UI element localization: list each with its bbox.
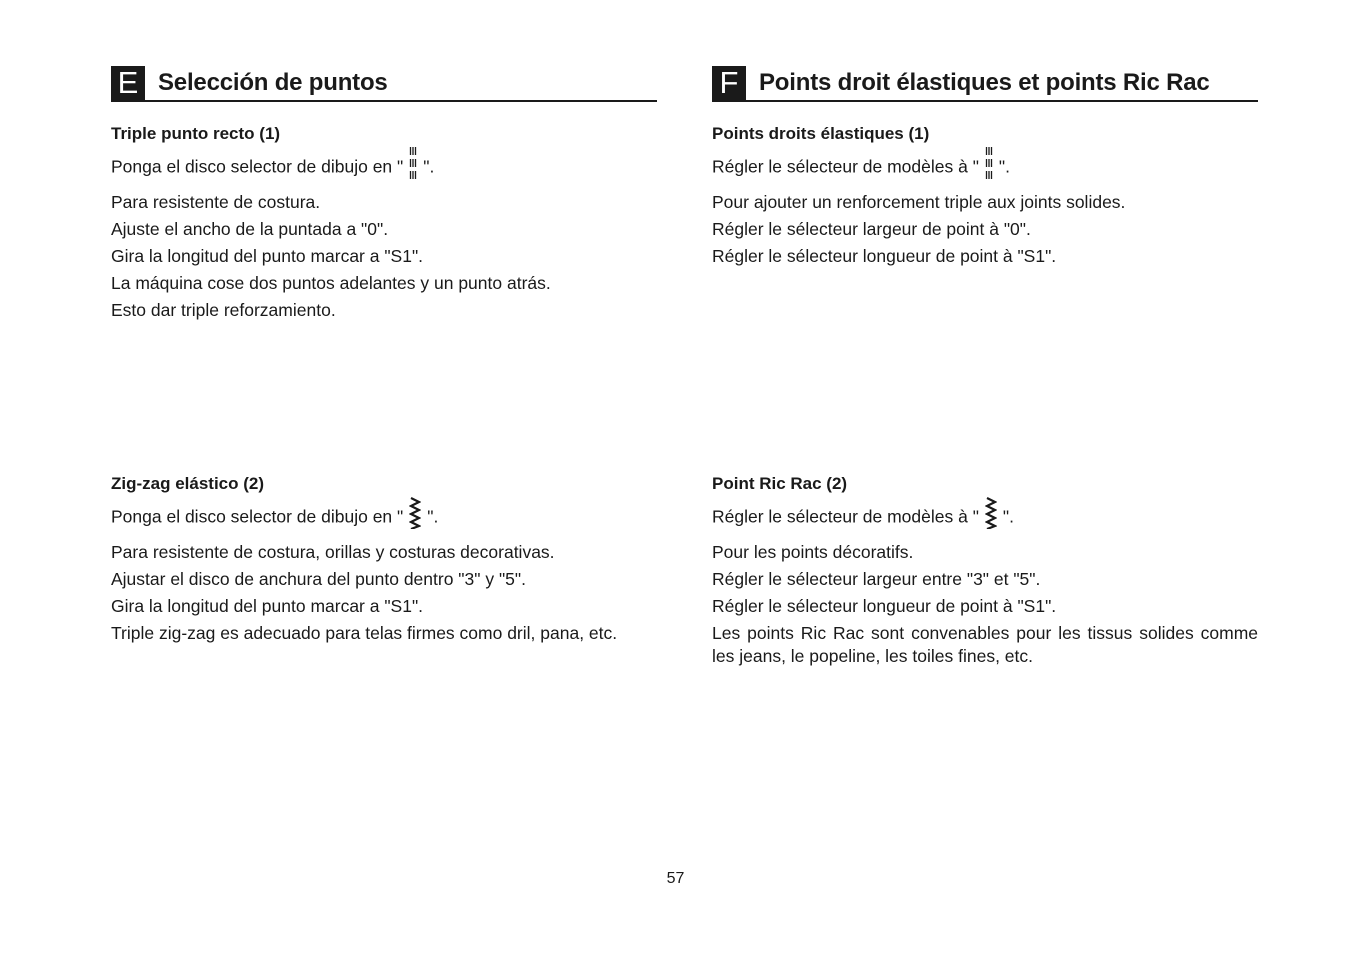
- instruction-line: Régler le sélecteur longueur de point à "S1".: [712, 596, 1057, 616]
- subheading-elastic-straight: Points droits élastiques (1): [712, 124, 930, 143]
- instruction-post: ".: [998, 156, 1010, 177]
- instruction-line: Gira la longitud del punto marcar a "S1".: [111, 246, 424, 266]
- triple-straight-section-es: [111, 122, 657, 326]
- instruction-line: Régler le sélecteur longueur de point à "S1".: [712, 246, 1057, 266]
- elastic-zigzag-section-es: [111, 472, 657, 649]
- ric-rac-section-fr: [712, 472, 1258, 672]
- instruction-line: La máquina cose dos puntos adelantes y un punto atrás.: [111, 273, 551, 293]
- instruction-pre: Régler le sélecteur de modèles à ": [712, 156, 979, 177]
- instruction-line: Para resistente de costura, orillas y costuras decorativas.: [111, 542, 555, 562]
- instruction-line: Para resistente de costura.: [111, 192, 321, 212]
- subheading-ric-rac: Point Ric Rac (2): [712, 474, 848, 493]
- page-title-spanish: Selección de puntos: [158, 69, 388, 96]
- instruction-line: Ajuste el ancho de la puntada a "0".: [111, 219, 389, 239]
- page-number: 57: [666, 870, 685, 887]
- ric-rac-stitch-icon: [409, 497, 421, 535]
- instruction-pattern-selector: [111, 149, 657, 187]
- instruction-line: Gira la longitud del punto marcar a "S1".: [111, 596, 424, 616]
- instruction-post: ".: [427, 506, 439, 527]
- instruction-pre: Ponga el disco selector de dibujo en ": [111, 156, 404, 177]
- instruction-line: Pour les points décoratifs.: [712, 542, 914, 562]
- language-badge-f: F: [712, 66, 746, 100]
- subheading-elastic-zigzag: Zig-zag elástico (2): [111, 474, 265, 493]
- column-spanish: [111, 65, 657, 643]
- language-badge-e: E: [111, 66, 145, 100]
- instruction-pre: Ponga el disco selector de dibujo en ": [111, 506, 404, 527]
- triple-straight-stitch-icon: [985, 147, 993, 185]
- instruction-line: Régler le sélecteur largeur entre "3" et "5".: [712, 569, 1041, 589]
- column-french: [712, 65, 1258, 666]
- page-title-french: Points droit élastiques et points Ric Rac: [759, 69, 1210, 96]
- instruction-pattern-selector: [111, 499, 657, 537]
- instruction-line: Ajustar el disco de anchura del punto dentro "3" y "5".: [111, 569, 526, 589]
- instruction-line: Pour ajouter un renforcement triple aux joints solides.: [712, 192, 1126, 212]
- section-heading-f: [712, 66, 1258, 102]
- instruction-pattern-selector: [712, 499, 1258, 537]
- instruction-line: Esto dar triple reforzamiento.: [111, 300, 336, 320]
- instruction-post: ".: [423, 156, 435, 177]
- instruction-line: Triple zig-zag es adecuado para telas firmes como dril, pana, etc.: [111, 623, 618, 643]
- subheading-triple-straight: Triple punto recto (1): [111, 124, 281, 143]
- elastic-straight-section-fr: [712, 122, 1258, 272]
- instruction-pre: Régler le sélecteur de modèles à ": [712, 506, 979, 527]
- instruction-line: Les points Ric Rac sont convenables pour les tissus solides comme les jeans, le popeline, les toiles fines, etc.: [712, 623, 1258, 666]
- instruction-line: Régler le sélecteur largeur de point à "0".: [712, 219, 1031, 239]
- instruction-pattern-selector: [712, 149, 1258, 187]
- ric-rac-stitch-icon: [985, 497, 997, 535]
- triple-straight-stitch-icon: [409, 147, 417, 185]
- instruction-post: ".: [1002, 506, 1014, 527]
- section-heading-e: [111, 66, 657, 102]
